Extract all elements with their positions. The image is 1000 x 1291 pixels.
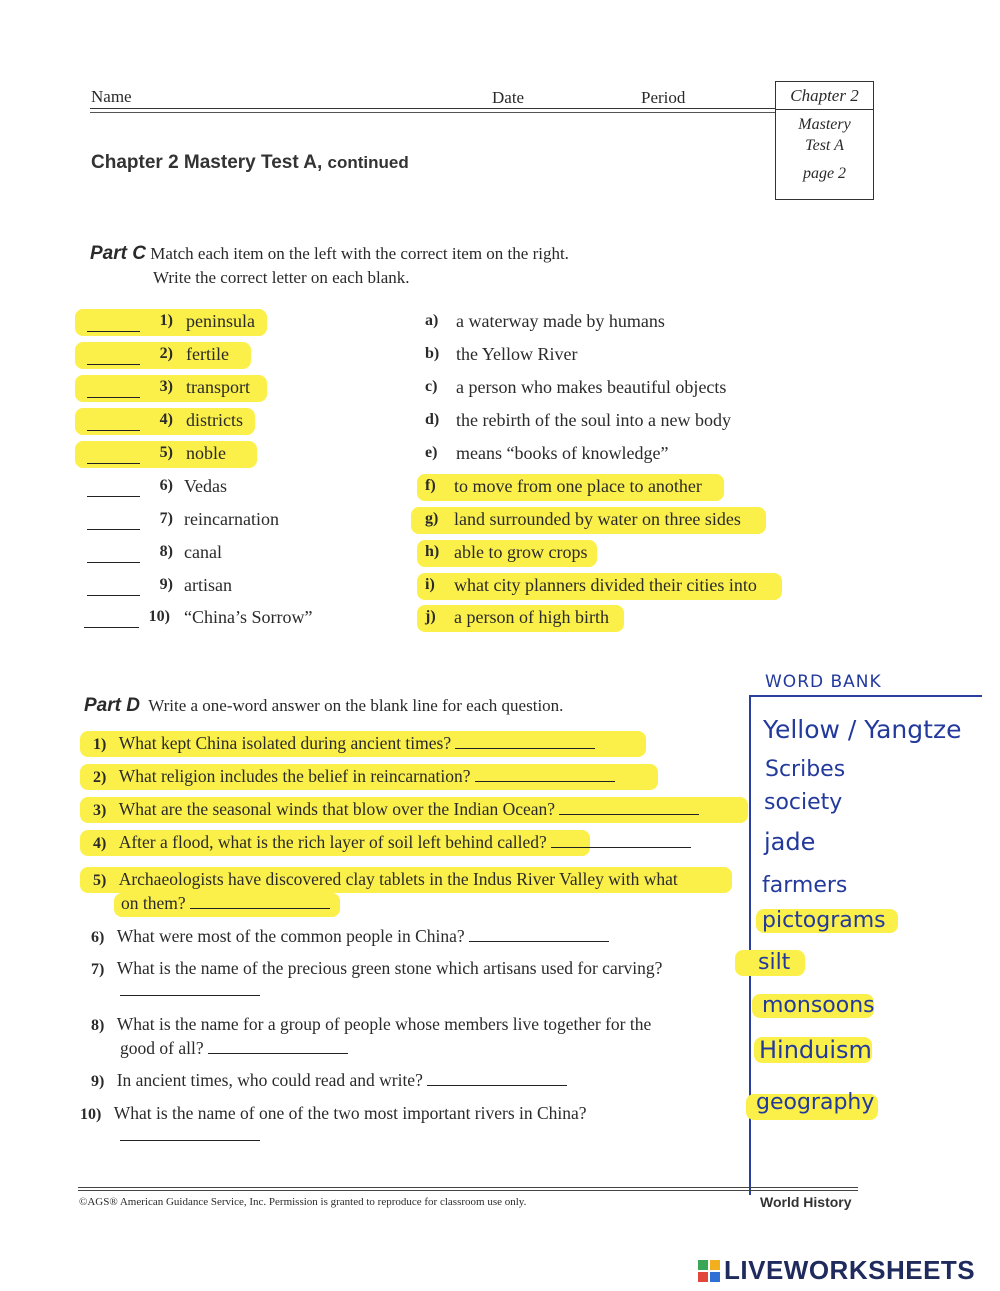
matching-definition-text: the Yellow River (456, 344, 578, 364)
box-test: Test A (805, 137, 844, 154)
matching-definition-letter: f) (425, 477, 436, 494)
word-bank-title: WORD BANK (765, 672, 882, 692)
matching-definition-text: a person who makes beautiful objects (456, 377, 727, 397)
question-10 (80, 1103, 587, 1124)
q5-answer-blank[interactable] (190, 908, 330, 909)
q9-answer-blank[interactable] (427, 1085, 567, 1086)
q5-text-2: on them? (121, 893, 186, 913)
date-label: Date (492, 88, 525, 107)
matching-answer-blank[interactable] (87, 412, 140, 431)
q2-number: 2) (93, 769, 107, 786)
partd-label: Part D (84, 695, 140, 716)
box-mastery: Mastery (798, 116, 851, 133)
q8-answer-blank[interactable] (208, 1053, 348, 1054)
word-bank-word[interactable]: monsoons (762, 993, 875, 1018)
name-label: Name (91, 87, 132, 106)
chapter-box-title: Chapter 2 (776, 82, 873, 110)
q10-answer-blank[interactable] (120, 1124, 260, 1141)
matching-item-number: 2) (159, 345, 173, 362)
matching-definition-letter: j) (425, 608, 436, 625)
partd-instructions (84, 695, 563, 717)
question-3 (93, 799, 699, 820)
q3-number: 3) (93, 802, 107, 819)
question-1 (93, 733, 595, 754)
matching-item-term: canal (184, 542, 222, 562)
q5-text-1: Archaeologists have discovered clay tablets in the Indus River Valley with what (118, 869, 678, 889)
q5-number: 5) (93, 872, 107, 889)
matching-item-term: artisan (184, 575, 232, 595)
question-5 (93, 869, 678, 890)
liveworksheets-icon (698, 1260, 720, 1282)
q3-answer-blank[interactable] (559, 814, 699, 815)
matching-item-term: noble (186, 443, 226, 463)
box-page: page 2 (802, 165, 847, 182)
matching-definition-text: the rebirth of the soul into a new body (456, 410, 731, 430)
matching-answer-blank[interactable] (87, 379, 140, 398)
footer-rule (78, 1187, 858, 1188)
partc-instr1: Match each item on the left with the correct item on the right. (150, 244, 569, 263)
copyright-notice: ©AGS® American Guidance Service, Inc. Permission is granted to reproduce for classroom use only. (79, 1196, 527, 1208)
matching-item-term: “China’s Sorrow” (184, 607, 313, 627)
chapter-box (775, 81, 874, 200)
q2-answer-blank[interactable] (475, 781, 615, 782)
matching-answer-blank[interactable] (87, 511, 140, 530)
liveworksheets-wordmark: LIVEWORKSHEETS (724, 1255, 976, 1285)
matching-definition-text: means “books of knowledge” (456, 443, 669, 463)
matching-item-term: transport (186, 377, 250, 397)
q8-text-1: What is the name for a group of people whose members live together for the (116, 1014, 652, 1034)
question-4 (93, 832, 691, 853)
matching-definition-letter: d) (425, 411, 440, 428)
matching-item-number: 4) (159, 411, 173, 428)
matching-answer-blank[interactable] (87, 346, 140, 365)
matching-definition-letter: c) (425, 378, 438, 395)
q4-number: 4) (93, 835, 107, 852)
word-bank-top-border (750, 695, 982, 697)
question-8-cont (120, 1038, 348, 1059)
matching-answer-blank[interactable] (87, 577, 140, 596)
book-title: World History (760, 1194, 852, 1210)
q7-text: What is the name of the precious green stone which artisans used for carving? (116, 958, 663, 978)
q8-number: 8) (91, 1017, 105, 1034)
q10-number: 10) (80, 1106, 102, 1123)
matching-definition-text: a person of high birth (454, 607, 609, 627)
q3-text: What are the seasonal winds that blow over the Indian Ocean? (118, 799, 556, 819)
title-main: Chapter 2 Mastery Test A, (91, 152, 323, 173)
title-continued: continued (327, 153, 409, 172)
matching-answer-blank[interactable] (87, 544, 140, 563)
q9-number: 9) (91, 1073, 105, 1090)
matching-definition-letter: h) (425, 543, 440, 560)
matching-item-term: fertile (186, 344, 229, 364)
q7-number: 7) (91, 961, 105, 978)
matching-definition-letter: e) (425, 444, 438, 461)
matching-definition-letter: i) (425, 576, 435, 593)
q6-text: What were most of the common people in China? (116, 926, 465, 946)
q10-text: What is the name of one of the two most important rivers in China? (113, 1103, 587, 1123)
matching-item-number: 8) (159, 543, 173, 560)
word-bank-word[interactable]: Hinduism (759, 1036, 872, 1064)
matching-definition-letter: g) (425, 510, 439, 527)
q6-answer-blank[interactable] (469, 941, 609, 942)
q1-number: 1) (93, 736, 107, 753)
partc-instructions (90, 243, 569, 265)
matching-item-number: 10) (148, 608, 170, 625)
q4-text: After a flood, what is the rich layer of soil left behind called? (118, 832, 547, 852)
matching-definition-text: to move from one place to another (454, 476, 702, 496)
matching-item-number: 3) (159, 378, 173, 395)
question-6 (91, 926, 609, 947)
matching-definition-text: able to grow crops (454, 542, 588, 562)
matching-item-number: 9) (159, 576, 173, 593)
q9-text: In ancient times, who could read and write? (116, 1070, 423, 1090)
matching-item-term: districts (186, 410, 243, 430)
matching-item-term: reincarnation (184, 509, 279, 529)
word-bank-word[interactable]: pictograms (762, 908, 886, 933)
footer-rule-2 (78, 1190, 858, 1191)
matching-definition-letter: a) (425, 312, 439, 329)
matching-answer-blank[interactable] (87, 478, 140, 497)
partd-instr: Write a one-word answer on the blank line for each question. (148, 696, 564, 715)
matching-item-number: 1) (159, 312, 173, 329)
page-title (91, 152, 409, 174)
name-line-thin (90, 112, 776, 113)
matching-definition-text: what city planners divided their cities into (454, 575, 757, 595)
matching-answer-blank[interactable] (87, 313, 140, 332)
question-7 (91, 958, 662, 979)
matching-answer-blank[interactable] (87, 445, 140, 464)
matching-definition-text: a waterway made by humans (456, 311, 665, 331)
question-8 (91, 1014, 651, 1035)
period-label: Period (641, 88, 686, 107)
matching-item-number: 5) (159, 444, 173, 461)
question-9 (91, 1070, 567, 1091)
matching-definition-text: land surrounded by water on three sides (454, 509, 741, 529)
matching-definition-letter: b) (425, 345, 440, 362)
matching-item-number: 7) (159, 510, 173, 527)
word-bank-word[interactable]: farmers (762, 873, 848, 898)
q2-text: What religion includes the belief in reincarnation? (118, 766, 471, 786)
q8-text-2: good of all? (120, 1038, 204, 1058)
matching-item-term: peninsula (186, 311, 255, 331)
word-bank-word[interactable]: jade (764, 828, 816, 856)
question-5-cont (121, 893, 330, 914)
word-bank-word[interactable]: Yellow / Yangtze (763, 715, 962, 744)
word-bank-left-border (749, 695, 751, 1195)
word-bank-word[interactable]: Scribes (765, 757, 846, 782)
partc-instr2: Write the correct letter on each blank. (153, 268, 410, 287)
q1-answer-blank[interactable] (455, 748, 595, 749)
name-line (90, 108, 776, 109)
partc-label: Part C (90, 243, 146, 264)
matching-item-number: 6) (159, 477, 173, 494)
matching-answer-blank[interactable] (84, 609, 139, 628)
q7-answer-blank[interactable] (120, 979, 260, 996)
word-bank-word[interactable]: silt (758, 950, 791, 975)
matching-item-term: Vedas (184, 476, 227, 496)
q4-answer-blank[interactable] (551, 847, 691, 848)
q6-number: 6) (91, 929, 105, 946)
question-2 (93, 766, 615, 787)
word-bank-word[interactable]: geography (756, 1090, 875, 1115)
word-bank-word[interactable]: society (764, 790, 843, 815)
q1-text: What kept China isolated during ancient times? (118, 733, 452, 753)
